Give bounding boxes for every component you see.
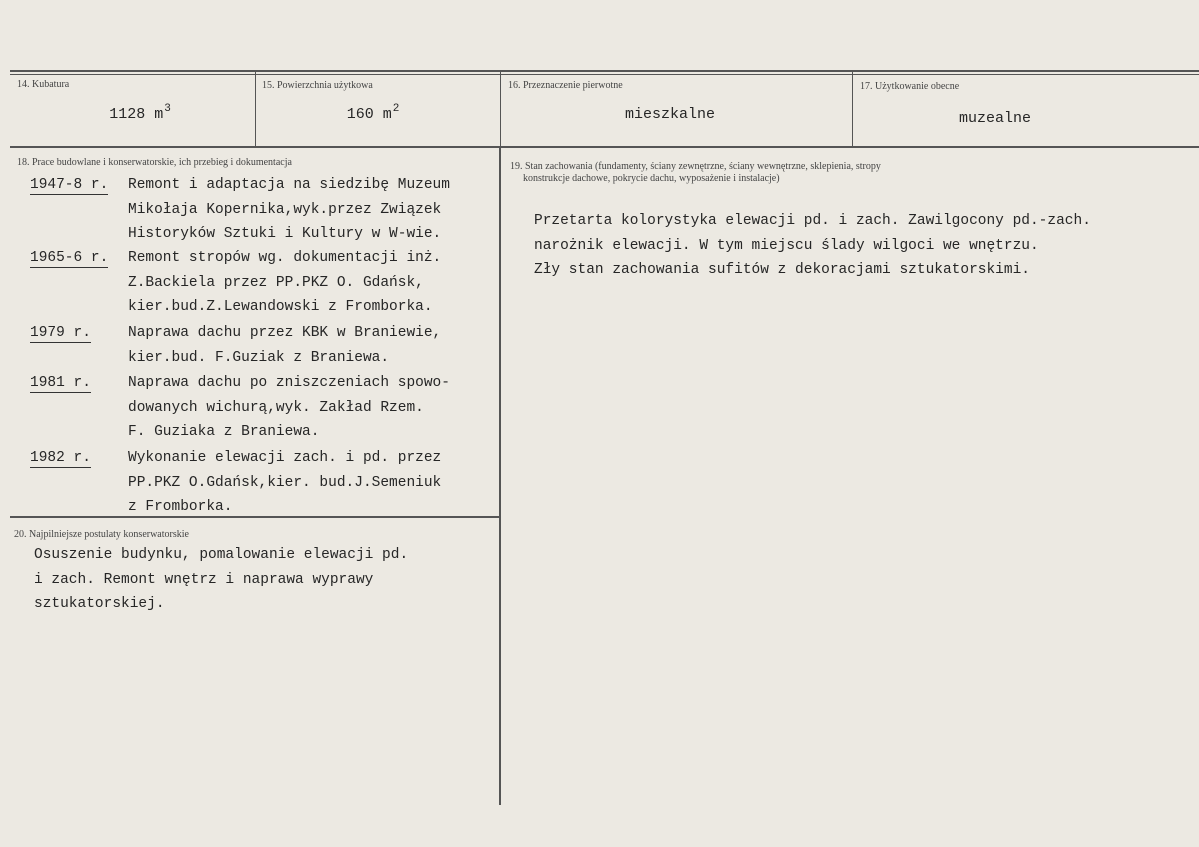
works-entry-line: Naprawa dachu po zniszczeniach spowo- [128, 375, 450, 391]
header-divider-2 [500, 72, 501, 148]
works-entry-line: kier.bud.Z.Lewandowski z Fromborka. [128, 299, 433, 315]
works-entry-line: Z.Backiela przez PP.PKZ O. Gdańsk, [128, 274, 424, 291]
works-entry-line: Naprawa dachu przez KBK w Braniewie, [128, 325, 442, 341]
postulates-line: sztukatorskiej. [34, 596, 165, 612]
condition-line: Przetarta kolorystyka elewacji pd. i zach. Zawilgocony pd.-zach. [534, 213, 1091, 229]
works-entry-date: 1979 r. [30, 325, 91, 341]
field-15-value [338, 103, 408, 123]
volume-exponent: 3 [164, 103, 171, 115]
field-20-label: 20. Najpilniejsze postulaty konserwatorskie [14, 529, 189, 540]
field-17-value: muzealne [958, 110, 1031, 127]
works-entry-date: 1981 r. [30, 375, 91, 391]
postulates-line: Osuszenie budynku, pomalowanie elewacji pd. [34, 547, 409, 563]
works-entry-line: Wykonanie elewacji zach. i pd. przez [128, 450, 442, 466]
condition-text [534, 209, 1091, 283]
volume-value: 1128 m [109, 106, 164, 123]
field-16-label: 16. Przeznaczenie pierwotne [508, 80, 623, 91]
field-19-label [510, 161, 881, 185]
works-entry-line: Remont i adaptacja na siedzibę Muzeum [128, 177, 450, 193]
works-entry-line: dowanych wichurą,wyk. Zakład Rzem. [128, 399, 424, 416]
field-19-label-line: konstrukcje dachowe, pokrycie dachu, wyposażenie i instalacje) [523, 173, 780, 184]
field-19-label-line: 19. Stan zachowania (fundamenty, ściany zewnętrzne, ściany wewnętrzne, sklepienia, stropy [510, 161, 881, 172]
postulates-line: i zach. Remont wnętrz i naprawa wyprawy [34, 571, 374, 588]
header-divider-3 [852, 72, 853, 148]
works-entry-date: 1947-8 r. [30, 177, 109, 193]
works-entry-line: Remont stropów wg. dokumentacji inż. [128, 250, 442, 266]
top-rule [10, 70, 1199, 72]
header-divider-1 [255, 72, 256, 148]
works-entry-line: F. Guziaka z Braniewa. [128, 424, 320, 440]
works-entry-line: kier.bud. F.Guziak z Braniewa. [128, 349, 390, 366]
field-18-label: 18. Prace budowlane i konserwatorskie, ich przebieg i dokumentacja [17, 157, 292, 168]
field-17-label: 17. Użytkowanie obecne [860, 81, 960, 92]
works-entry-date: 1982 r. [30, 450, 91, 466]
works-entry-date: 1965-6 r. [30, 250, 109, 266]
field-15-label: 15. Powierzchnia użytkowa [262, 80, 373, 91]
works-entry-line: z Fromborka. [128, 499, 233, 515]
area-value: 160 m [346, 106, 392, 123]
field-14-value [100, 103, 180, 123]
field-14-label: 14. Kubatura [17, 79, 70, 90]
postulates-text [34, 543, 408, 617]
works-entry-line: PP.PKZ O.Gdańsk,kier. bud.J.Semeniuk [128, 474, 442, 491]
condition-line: Zły stan zachowania sufitów z dekoracjami sztukatorskimi. [534, 262, 1030, 278]
works-entry-line: Mikołaja Kopernika,wyk.przez Związek [128, 201, 442, 218]
header-bottom-rule [10, 146, 1199, 148]
top-rule-2 [10, 74, 1199, 75]
works-entry-line: Historyków Sztuki i Kultury w W-wie. [128, 226, 442, 242]
condition-line: narożnik elewacji. W tym miejscu ślady wilgoci we wnętrzu. [534, 237, 1039, 254]
field-16-value: mieszkalne [624, 106, 715, 123]
area-exponent: 2 [392, 103, 400, 115]
